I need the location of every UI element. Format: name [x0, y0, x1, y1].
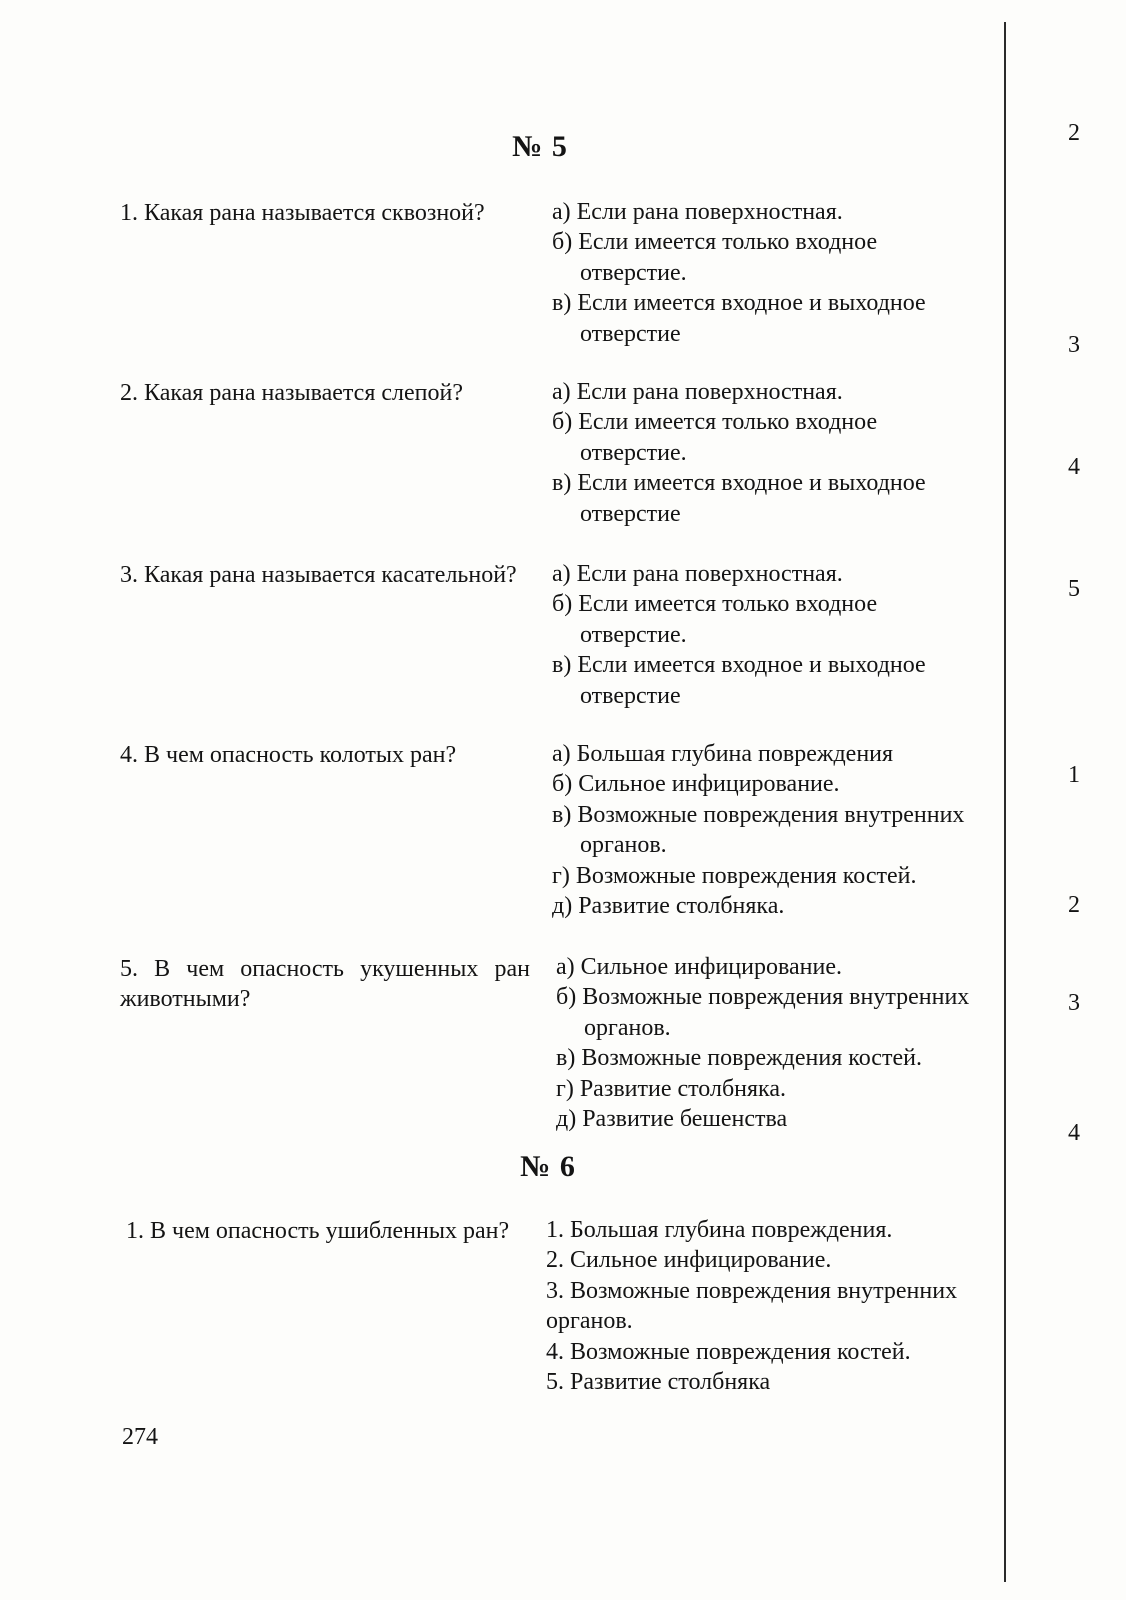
answer-list-5-4 [552, 739, 972, 921]
answer-item: 4. Возможные повреждения костей. [546, 1338, 911, 1365]
answer-list-5-2 [552, 377, 972, 529]
margin-digit: 3 [1068, 990, 1080, 1016]
answer-item: 1. Большая глубина повреждения. [546, 1217, 893, 1243]
margin-digit: 1 [1068, 762, 1080, 788]
answer-list-6-1 [546, 1215, 966, 1397]
answer-item: а) Большая глубина повреждения [552, 741, 894, 767]
question-5-3: 3. Какая рана называется касательной? [120, 562, 517, 588]
margin-digit: 4 [1068, 454, 1080, 480]
answer-item: в) Если имеется входное и выходное отверстие [552, 652, 926, 709]
answer-item: а) Сильное инфицирование. [556, 954, 842, 980]
answer-item: б) Если имеется только входное отверстие. [552, 229, 878, 286]
answer-item: 5. Развитие столбняка [546, 1369, 771, 1396]
answer-item: в) Если имеется входное и выходное отверстие [552, 290, 926, 347]
answer-item: а) Если рана поверхностная. [552, 379, 843, 405]
question-6-1: 1. В чем опасность ушибленных ран? [126, 1218, 510, 1244]
section-title-6: № 6 [520, 1150, 576, 1183]
section-title-5: № 5 [512, 130, 568, 163]
answer-item: 3. Возможные повреждения внутренних органов. [546, 1277, 958, 1335]
answer-item: д) Развитие бешенства [556, 1106, 788, 1133]
margin-digit: 4 [1068, 1120, 1080, 1146]
page-number: 274 [122, 1424, 158, 1450]
answer-item: б) Сильное инфицирование. [552, 771, 840, 798]
answer-item: д) Развитие столбняка. [552, 893, 785, 920]
answer-item: б) Если имеется только входное отверстие. [552, 591, 878, 648]
margin-digit: 5 [1068, 576, 1080, 602]
answer-item: а) Если рана поверхностная. [552, 199, 843, 225]
question-5-2: 2. Какая рана называется слепой? [120, 380, 463, 406]
answer-item: г) Развитие столбняка. [556, 1075, 787, 1102]
question-5-1: 1. Какая рана называется сквозной? [120, 200, 485, 226]
answer-item: 2. Сильное инфицирование. [546, 1247, 832, 1274]
question-5-4: 4. В чем опасность колотых ран? [120, 742, 457, 768]
answer-item: б) Если имеется только входное отверстие. [552, 409, 878, 466]
margin-digit: 2 [1068, 120, 1080, 146]
margin-digit: 2 [1068, 892, 1080, 918]
answer-list-5-1 [552, 197, 972, 349]
answer-item: б) Возможные повреждения внутренних органов. [556, 984, 970, 1041]
answer-item: в) Возможные повреждения костей. [556, 1045, 922, 1072]
answer-list-5-3 [552, 559, 972, 711]
answer-item: а) Если рана поверхностная. [552, 561, 843, 587]
page-spine-divider [1004, 22, 1006, 1582]
answer-item: в) Если имеется входное и выходное отверстие [552, 470, 926, 527]
answer-list-5-5 [556, 952, 976, 1134]
question-5-5: 5. В чем опасность укушенных ран животными? [120, 956, 530, 1012]
answer-item: г) Возможные повреждения костей. [552, 862, 917, 889]
answer-item: в) Возможные повреждения внутренних органов. [552, 801, 965, 859]
margin-digit: 3 [1068, 332, 1080, 358]
